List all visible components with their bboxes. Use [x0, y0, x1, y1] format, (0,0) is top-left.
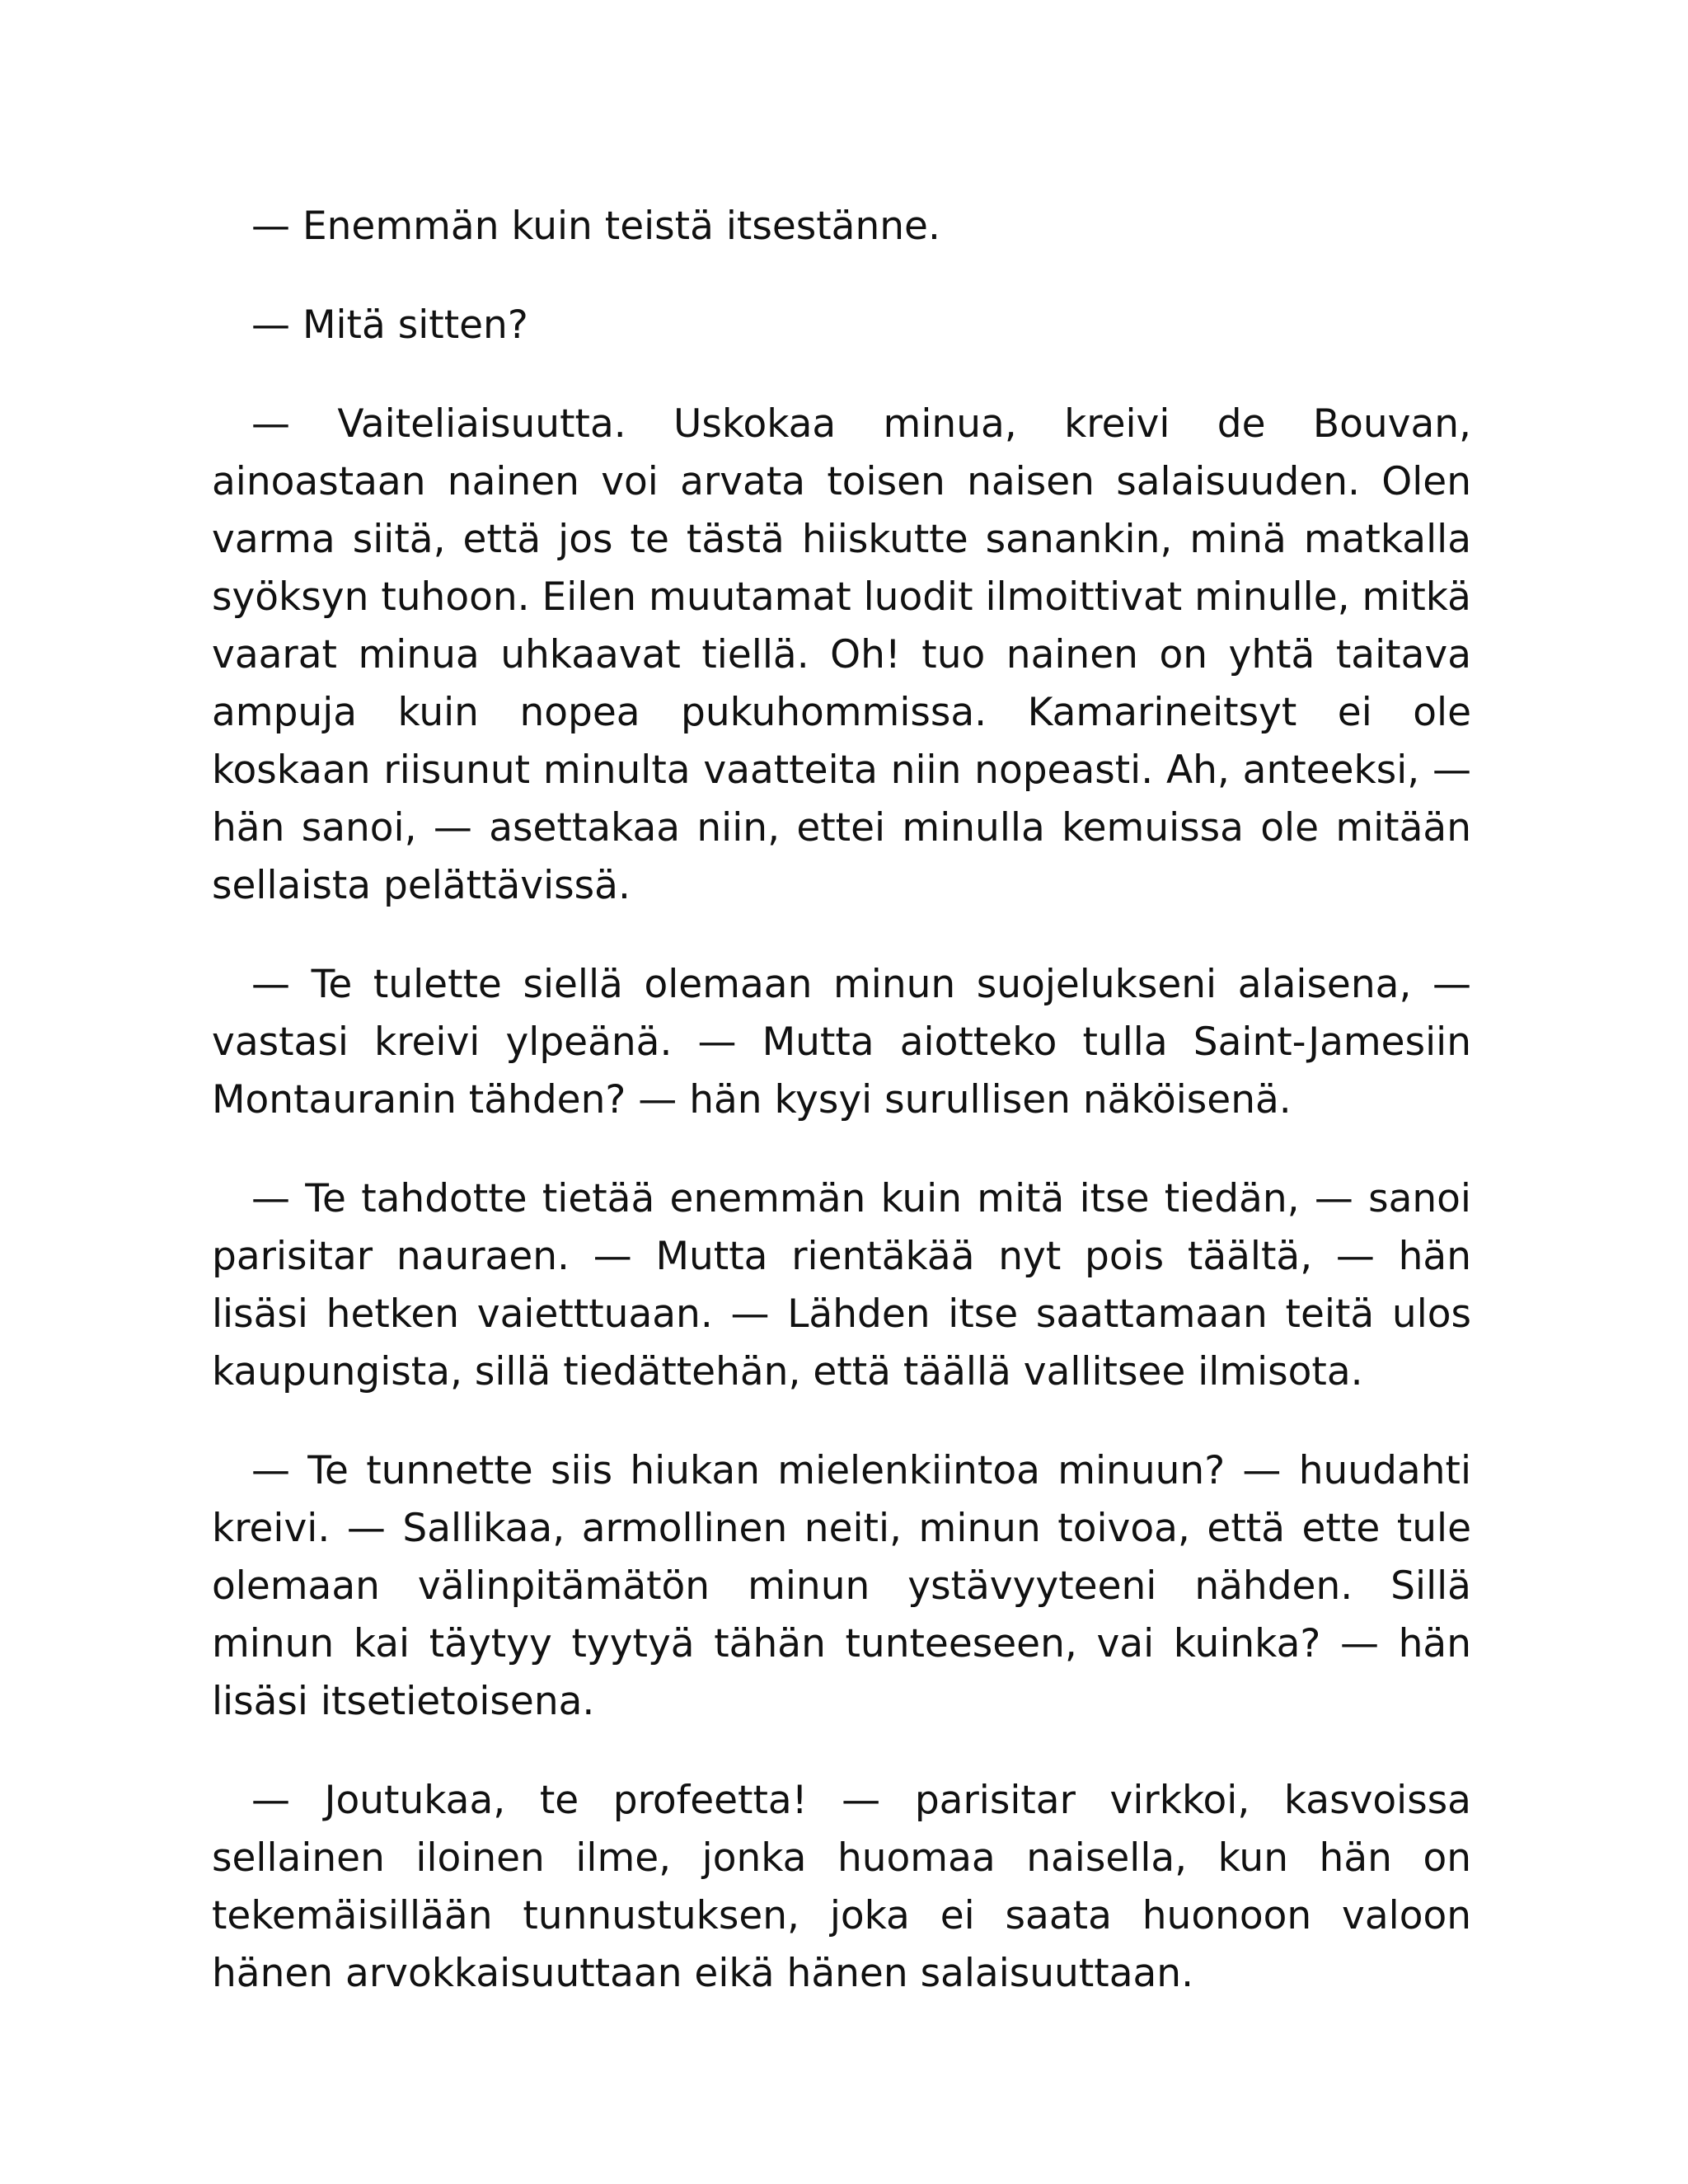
- paragraph-7: — Joutukaa, te profeetta! — parisitar virkkoi, kasvoissa sellainen iloinen ilme, jonka huomaa naisella, kun hän on tekemäisillään tunnustuksen, joka ei saata huonoon valoon hänen arvokkaisuuttaan eikä hänen salaisuuttaan.: [212, 1778, 1471, 1996]
- paragraph-5: — Te tahdotte tietää enemmän kuin mitä itse tiedän, — sanoi parisitar nauraen. — Mutta rientäkää nyt pois täältä, — hän lisäsi hetken vaietttuaan. — Lähden itse saattamaan teitä ulos kaupungista, sillä tiedättehän, että täällä vallitsee ilmisota.: [212, 1176, 1471, 1394]
- paragraph-6: — Te tunnette siis hiukan mielenkiintoa minuun? — huudahti kreivi. — Sallikaa, armollinen neiti, minun toivoa, että ette tule olemaan välinpitämätön minun ystävyyteeni nähden. Sillä minun kai täytyy tyytyä tähän tunteeseen, vai kuinka? — hän lisäsi itsetietoisena.: [212, 1448, 1471, 1724]
- paragraph-2: — Mitä sitten?: [251, 302, 528, 348]
- paragraph-1: — Enemmän kuin teistä itsestänne.: [251, 204, 940, 249]
- paragraph-3: — Vaiteliaisuutta. Uskokaa minua, kreivi de Bouvan, ainoastaan nainen voi arvata toisen naisen salaisuuden. Olen varma siitä, että jos te tästä hiiskutte sanankin, minä matkalla syöksyn tuhoon. Eilen muutamat luodit ilmoittivat minulle, mitkä vaarat minua uhkaavat tiellä. Oh! tuo nainen on yhtä taitava ampuja kuin nopea pukuhommissa. Kamarineitsyt ei ole koskaan riisunut minulta vaatteita niin nopeasti. Ah, anteeksi, — hän sanoi, — asettakaa niin, ettei minulla kemuissa ole mitään sellaista pelättävissä.: [212, 401, 1471, 908]
- paragraph-4: — Te tulette siellä olemaan minun suojelukseni alaisena, — vastasi kreivi ylpeänä. — Mutta aiotteko tulla Saint-Jamesiin Montauranin tähden? — hän kysyi surullisen näköisenä.: [212, 962, 1471, 1122]
- text-column: [212, 198, 1471, 2044]
